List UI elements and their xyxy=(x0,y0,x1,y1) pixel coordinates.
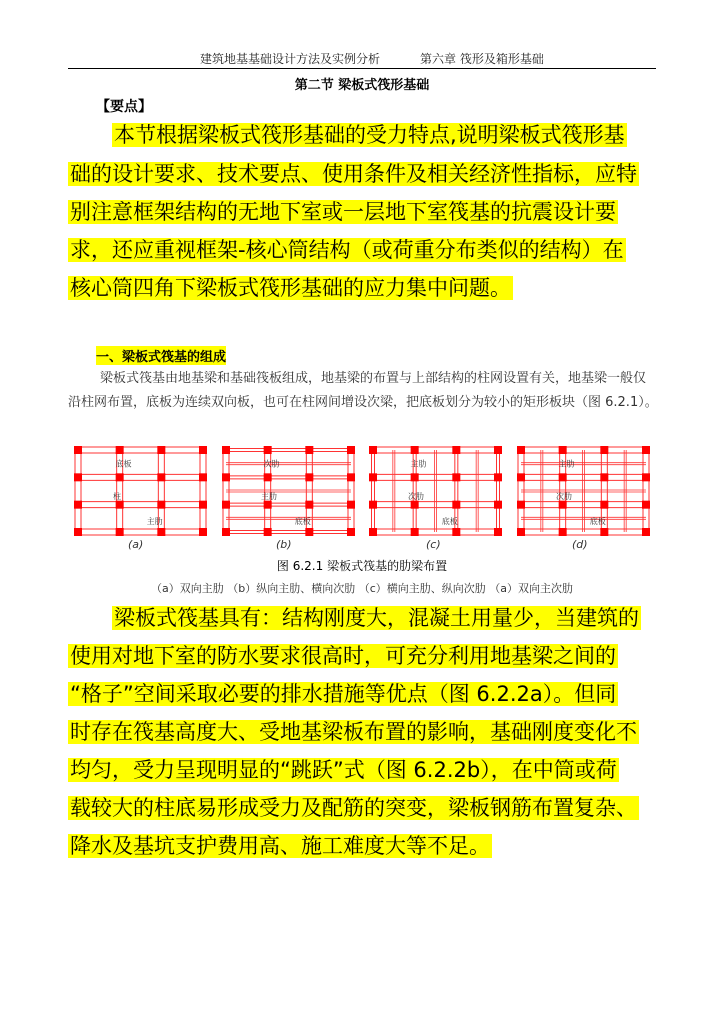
column-square xyxy=(559,473,567,481)
figure-tag: 柱 xyxy=(113,492,121,502)
column-square xyxy=(642,528,650,536)
figure-tag: 主肋 xyxy=(558,459,575,469)
column-square xyxy=(116,473,124,481)
figure-caption: 图 6.2.1 梁板式筏基的肋梁布置 xyxy=(276,559,448,573)
column-square xyxy=(74,473,82,481)
column-square xyxy=(305,528,313,536)
column-square xyxy=(222,473,230,481)
key-point-line: 核心筒四角下梁板式筏形基础的应力集中问题。 xyxy=(70,276,511,300)
key-point-line: 别注意框架结构的无地下室或一层地下室筏基的抗震设计要 xyxy=(70,200,616,224)
column-square xyxy=(199,501,207,509)
column-square xyxy=(600,473,608,481)
figure-tag: 底板 xyxy=(589,516,606,526)
figure-subcaption: （a）双向主肋 （b）纵向主肋、横向次肋 （c）横向主肋、纵向次肋 （a）双向主次肋 xyxy=(151,582,573,595)
feature-line: 时存在筏基高度大、受地基梁板布置的影响，基础刚度变化不 xyxy=(70,720,637,744)
figure-tag: 次肋 xyxy=(408,492,424,502)
column-square xyxy=(600,446,608,454)
header-book-title: 建筑地基基础设计方法及实例分析 xyxy=(200,52,381,66)
column-square xyxy=(452,528,460,536)
column-square xyxy=(452,501,460,509)
feature-line: “格子”空间采取必要的排水措施等优点（图 6.2.2a）。但同 xyxy=(70,682,617,706)
key-point-line: 求，还应重视框架-核心筒结构（或荷重分布类似的结构）在 xyxy=(70,238,624,262)
feature-line: 均匀，受力呈现明显的“跳跃”式（图 6.2.2b），在中筒或荷 xyxy=(70,758,617,782)
column-square xyxy=(199,446,207,454)
column-square xyxy=(222,528,230,536)
column-square xyxy=(642,446,650,454)
header-chapter: 第六章 筏形及箱形基础 xyxy=(420,52,544,66)
column-square xyxy=(494,446,502,454)
column-square xyxy=(74,446,82,454)
column-square xyxy=(517,501,525,509)
figure-tag: 次肋 xyxy=(263,459,280,469)
key-points-label: 【要点】 xyxy=(96,99,152,115)
feature-line: 载较大的柱底易形成受力及配筋的突变，梁板钢筋布置复杂、 xyxy=(70,796,637,820)
key-point-line: 本节根据梁板式筏形基础的受力特点,说明梁板式筏形基 xyxy=(114,123,625,147)
column-square xyxy=(517,473,525,481)
column-square xyxy=(642,473,650,481)
column-square xyxy=(411,473,419,481)
column-square xyxy=(347,501,355,509)
column-square xyxy=(369,473,377,481)
panel-label-d: (d) xyxy=(572,538,588,551)
feature-line: 使用对地下室的防水要求很高时，可充分利用地基梁之间的 xyxy=(70,644,616,668)
column-square xyxy=(347,446,355,454)
column-square xyxy=(116,446,124,454)
panel-label-b: (b) xyxy=(276,538,292,551)
figure-tag: 底板 xyxy=(294,516,311,526)
column-square xyxy=(411,446,419,454)
column-square xyxy=(305,446,313,454)
column-square xyxy=(199,528,207,536)
figure-tag: 主肋 xyxy=(261,492,277,502)
panel-label-c: (c) xyxy=(426,538,441,551)
column-square xyxy=(494,501,502,509)
header-rule xyxy=(68,68,656,69)
column-square xyxy=(157,528,165,536)
column-square xyxy=(494,473,502,481)
column-square xyxy=(600,528,608,536)
column-square xyxy=(369,446,377,454)
column-square xyxy=(559,528,567,536)
key-point-line: 础的设计要求、技术要点、使用条件及相关经济性指标，应特 xyxy=(70,162,637,186)
column-square xyxy=(642,501,650,509)
figure-tag: 底板 xyxy=(115,459,132,469)
column-square xyxy=(264,446,272,454)
figure-tag: 主肋 xyxy=(410,459,427,469)
column-square xyxy=(494,528,502,536)
feature-line: 降水及基坑支护费用高、施工难度大等不足。 xyxy=(70,834,490,858)
column-square xyxy=(452,473,460,481)
column-square xyxy=(411,528,419,536)
column-square xyxy=(264,528,272,536)
column-square xyxy=(157,501,165,509)
subsection-title: 一、梁板式筏基的组成 xyxy=(96,346,226,365)
column-square xyxy=(264,501,272,509)
column-square xyxy=(305,473,313,481)
column-square xyxy=(264,473,272,481)
column-square xyxy=(600,501,608,509)
figure-tag: 次肋 xyxy=(556,492,572,502)
rib-layout-figure xyxy=(0,440,724,550)
column-square xyxy=(369,501,377,509)
column-square xyxy=(199,473,207,481)
column-square xyxy=(116,528,124,536)
figure-tag: 底板 xyxy=(441,516,458,526)
column-square xyxy=(452,446,460,454)
section-title: 第二节 梁板式筏形基础 xyxy=(294,78,430,93)
panel-label-a: (a) xyxy=(128,538,144,551)
column-square xyxy=(369,528,377,536)
column-square xyxy=(222,501,230,509)
body-paragraph: 梁板式筏基由地基梁和基础筏板组成，地基梁的布置与上部结构的柱网设置有关，地基梁一般仅沿柱网布置，底板为连续双向板，也可在柱网间增设次梁，把底板划分为较小的矩形板块（图 6.2.1）。 xyxy=(68,371,658,410)
column-square xyxy=(222,446,230,454)
column-square xyxy=(305,501,313,509)
column-square xyxy=(74,501,82,509)
column-square xyxy=(517,446,525,454)
column-square xyxy=(157,446,165,454)
column-square xyxy=(157,473,165,481)
column-square xyxy=(347,528,355,536)
column-square xyxy=(411,501,419,509)
feature-line: 梁板式筏基具有：结构刚度大，混凝土用量少，当建筑的 xyxy=(114,606,639,630)
column-square xyxy=(347,473,355,481)
column-square xyxy=(74,528,82,536)
column-square xyxy=(116,501,124,509)
figure-tag: 主肋 xyxy=(146,516,163,526)
column-square xyxy=(559,501,567,509)
column-square xyxy=(517,528,525,536)
column-square xyxy=(559,446,567,454)
